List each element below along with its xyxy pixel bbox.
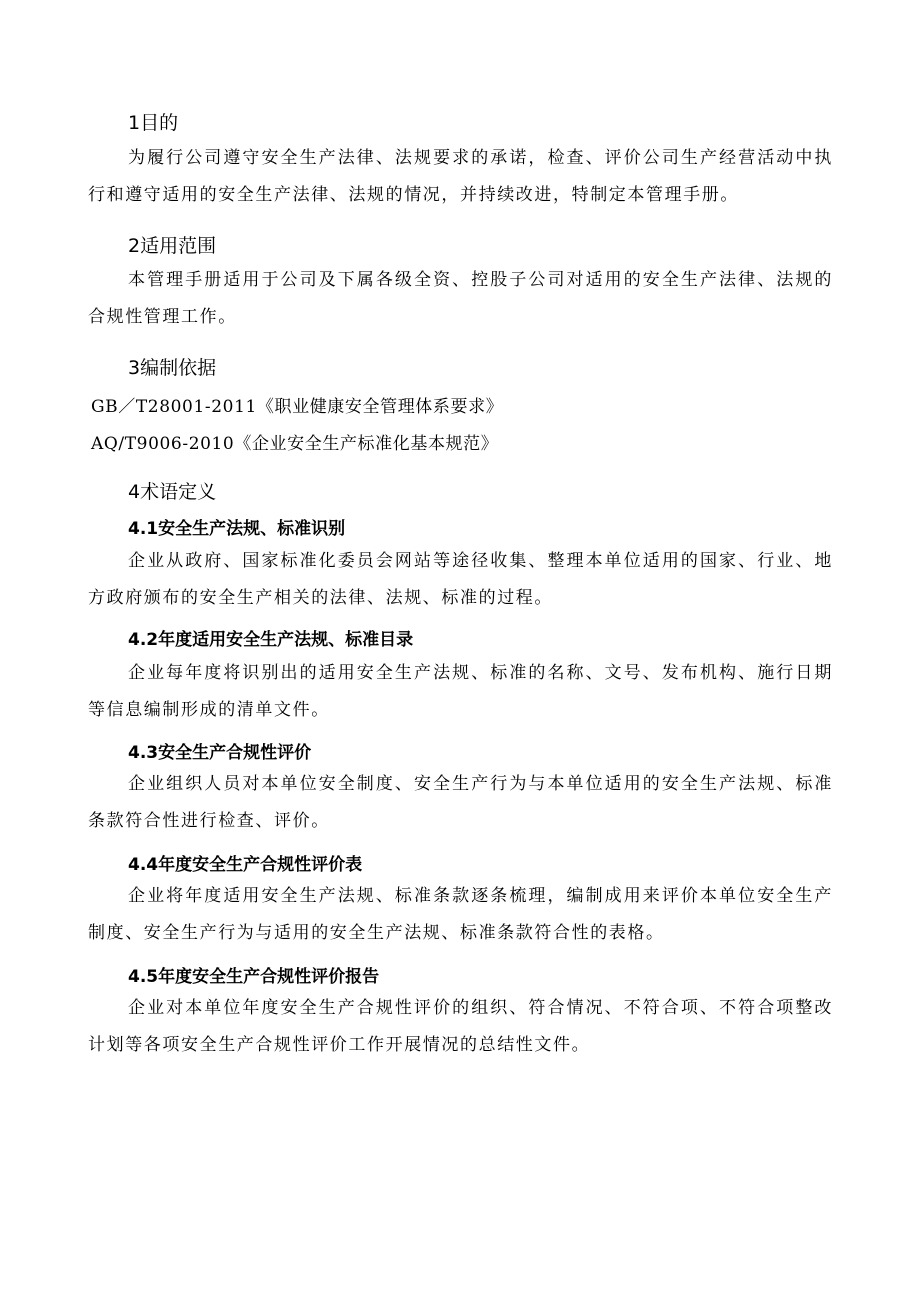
term-title: 4.3安全生产合规性评价 [128,743,312,763]
term-text: 企业从政府、国家标准化委员会网站等途径收集、整理本单位适用的国家、行业、地方政府颁布的安全生产相关的法律、法规、标准的过程。 [88,551,833,608]
term-text: 企业每年度将识别出的适用安全生产法规、标准的名称、文号、发布机构、施行日期等信息编制形成的清单文件。 [88,663,833,720]
reference-item: GB／T28001-2011《职业健康安全管理体系要求》 [91,397,504,417]
term-text: 企业对本单位年度安全生产合规性评价的组织、符合情况、不符合项、不符合项整改计划等各项安全生产合规性评价工作开展情况的总结性文件。 [88,998,833,1055]
term-text: 企业组织人员对本单位安全制度、安全生产行为与本单位适用的安全生产法规、标准条款符合性进行检查、评价。 [88,774,833,831]
term-title: 4.1安全生产法规、标准识别 [128,519,346,539]
section-2-text: 本管理手册适用于公司及下属各级全资、控股子公司对适用的安全生产法律、法规的合规性管理工作。 [88,270,833,327]
term-title: 4.5年度安全生产合规性评价报告 [128,967,380,987]
term-text: 企业将年度适用安全生产法规、标准条款逐条梳理，编制成用来评价本单位安全生产制度、安全生产行为与适用的安全生产法规、标准条款符合性的表格。 [88,886,833,943]
term-title: 4.4年度安全生产合规性评价表 [128,855,363,875]
section-4-heading: 4术语定义 [128,481,217,503]
reference-item: AQ/T9006-2010《企业安全生产标准化基本规范》 [91,434,499,454]
section-2-heading: 2适用范围 [128,235,217,257]
section-3-heading: 3编制依据 [128,357,217,379]
term-title: 4.2年度适用安全生产法规、标准目录 [128,630,414,650]
section-1-text: 为履行公司遵守安全生产法律、法规要求的承诺，检查、评价公司生产经营活动中执行和遵守适用的安全生产法律、法规的情况，并持续改进，特制定本管理手册。 [88,148,833,205]
section-1-heading: 1目的 [128,112,179,134]
